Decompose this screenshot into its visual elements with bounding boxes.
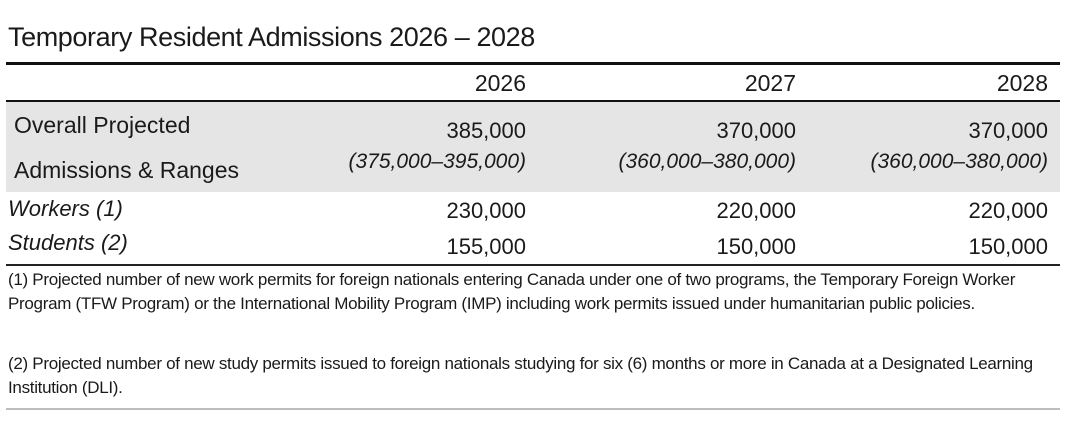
workers-value-2027: 220,000 xyxy=(716,198,796,223)
table-header-row xyxy=(6,66,1060,100)
students-value-2028: 150,000 xyxy=(968,234,1048,259)
year-header-2027: 2027 xyxy=(744,70,796,96)
table-title: Temporary Resident Admissions 2026 – 2028 xyxy=(8,22,535,52)
year-header-2026: 2026 xyxy=(474,70,526,96)
overall-value-2027: 370,000 xyxy=(716,118,796,143)
overall-range-2028: (360,000–380,000) xyxy=(870,150,1048,173)
row-label-students: Students (2) xyxy=(8,230,128,255)
students-value-2027: 150,000 xyxy=(716,234,796,259)
overall-label-line1: Overall Projected xyxy=(14,112,191,138)
row-label-workers: Workers (1) xyxy=(8,196,123,221)
footnote-1: (1) Projected number of new work permits for foreign nationals entering Canada under one of two programs, the Temporary Foreign Worker Program (TFW Program) or the International Mobility Program (IMP) including work permits issued under humanitarian public policies. xyxy=(8,270,1016,313)
overall-label-line2: Admissions & Ranges xyxy=(14,157,239,183)
footnote-2: (2) Projected number of new study permits issued to foreign nationals studying for six (6) months or more in Canada at a Designated Learning Institution (DLI). xyxy=(8,354,1033,397)
footnote-end-rule xyxy=(6,408,1060,410)
workers-value-2028: 220,000 xyxy=(968,198,1048,223)
overall-range-2027: (360,000–380,000) xyxy=(618,150,796,173)
students-value-2026: 155,000 xyxy=(446,234,526,259)
overall-value-2028: 370,000 xyxy=(968,118,1048,143)
table-top-rule xyxy=(6,62,1060,65)
year-header-2028: 2028 xyxy=(996,70,1048,96)
overall-range-2026: (375,000–395,000) xyxy=(348,150,526,173)
workers-value-2026: 230,000 xyxy=(446,198,526,223)
overall-row xyxy=(6,102,1060,192)
table-bottom-rule xyxy=(6,264,1060,266)
overall-value-2026: 385,000 xyxy=(446,118,526,143)
